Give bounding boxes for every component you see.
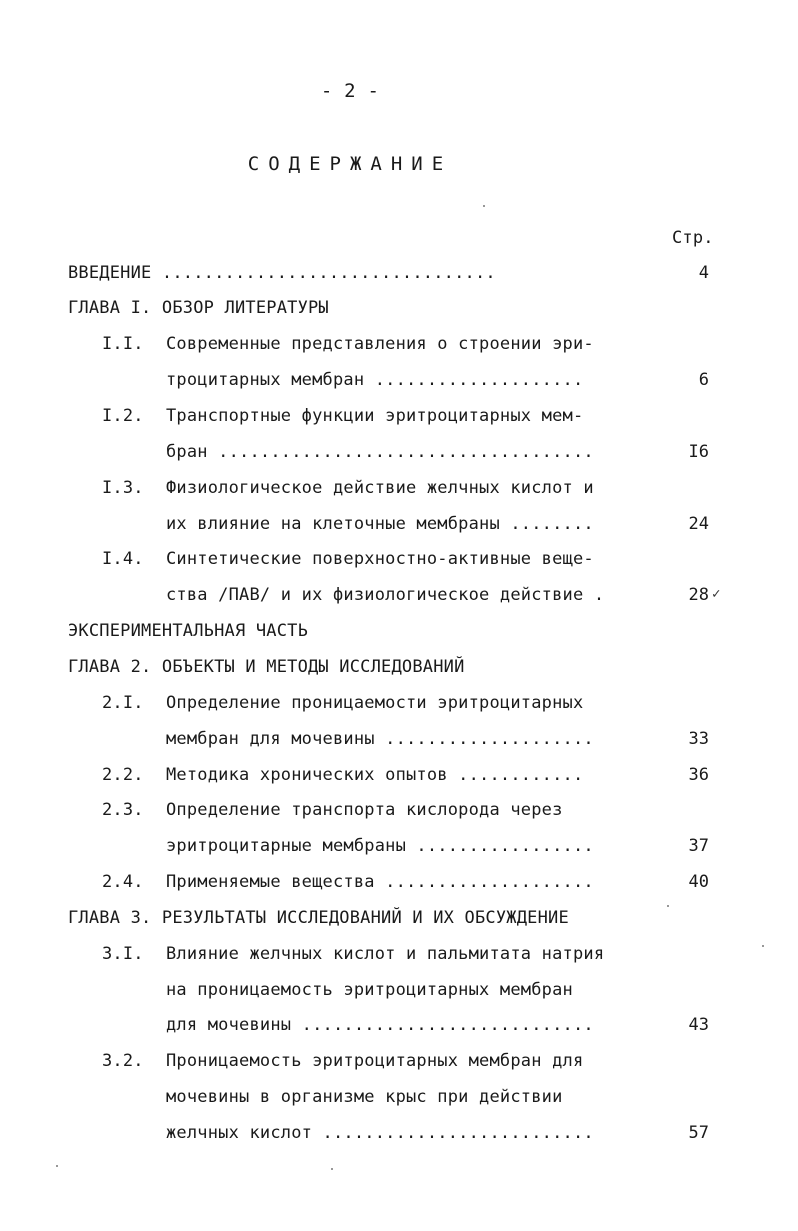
handwritten-check-mark: ✓ bbox=[712, 586, 721, 602]
toc-entry-page: 33 bbox=[688, 729, 709, 749]
toc-section-number: I.I. bbox=[102, 334, 144, 354]
toc-entry-page: 43 bbox=[688, 1015, 709, 1035]
toc-entry-text: Методика хронических опытов ............ bbox=[166, 765, 584, 785]
toc-section-number: I.3. bbox=[102, 478, 144, 498]
scan-speck bbox=[56, 1165, 58, 1167]
scan-speck bbox=[483, 205, 485, 207]
toc-entry-text: Современные представления о строении эри- bbox=[166, 334, 594, 354]
toc-entry-text: троцитарных мембран .................... bbox=[166, 370, 584, 390]
scan-speck bbox=[667, 905, 669, 907]
toc-section-number: 2.3. bbox=[102, 800, 144, 820]
toc-section-number: 2.4. bbox=[102, 872, 144, 892]
toc-entry-page: 36 bbox=[688, 765, 709, 785]
toc-entry-text: Транспортные функции эритроцитарных мем- bbox=[166, 406, 584, 426]
toc-chapter-heading: ГЛАВА I. ОБЗОР ЛИТЕРАТУРЫ bbox=[68, 298, 329, 318]
toc-entry-text: ВВЕДЕНИЕ ................................ bbox=[68, 263, 496, 283]
toc-section-number: 3.I. bbox=[102, 944, 144, 964]
toc-entry-text: Определение транспорта кислорода через bbox=[166, 800, 563, 820]
toc-entry-text: мембран для мочевины .................... bbox=[166, 729, 594, 749]
page-column-header: Стр. bbox=[672, 228, 714, 248]
toc-section-number: 3.2. bbox=[102, 1051, 144, 1071]
toc-entry-text: Физиологическое действие желчных кислот и bbox=[166, 478, 594, 498]
toc-chapter-heading: ГЛАВА 3. РЕЗУЛЬТАТЫ ИССЛЕДОВАНИЙ И ИХ ОБСУЖДЕНИЕ bbox=[68, 908, 569, 928]
toc-entry-text: Влияние желчных кислот и пальмитата натрия bbox=[166, 944, 605, 964]
scan-speck bbox=[331, 1168, 333, 1170]
toc-entry-text: желчных кислот .......................... bbox=[166, 1123, 594, 1143]
toc-entry-text: Применяемые вещества .................... bbox=[166, 872, 594, 892]
toc-entry-text: их влияние на клеточные мембраны ........ bbox=[166, 514, 594, 534]
toc-entry-page: 37 bbox=[688, 836, 709, 856]
toc-section-number: I.2. bbox=[102, 406, 144, 426]
scan-speck bbox=[762, 945, 764, 947]
toc-entry-page: 28 bbox=[688, 585, 709, 605]
toc-section-number: I.4. bbox=[102, 549, 144, 569]
toc-entry-text: мочевины в организме крыс при действии bbox=[166, 1087, 563, 1107]
toc-entry-text: Проницаемость эритроцитарных мембран для bbox=[166, 1051, 584, 1071]
toc-entry-text: бран .................................... bbox=[166, 442, 594, 462]
toc-title: СОДЕРЖАНИЕ bbox=[247, 153, 453, 175]
toc-entry-text: Синтетические поверхностно-активные веще- bbox=[166, 549, 594, 569]
toc-entry-page: 4 bbox=[698, 263, 709, 283]
toc-section-number: 2.2. bbox=[102, 765, 144, 785]
toc-entry-text: Определение проницаемости эритроцитарных bbox=[166, 693, 584, 713]
toc-chapter-heading: ГЛАВА 2. ОБЪЕКТЫ И МЕТОДЫ ИССЛЕДОВАНИЙ bbox=[68, 657, 465, 677]
toc-section-number: 2.I. bbox=[102, 693, 144, 713]
page-number: - 2 - bbox=[320, 80, 380, 102]
toc-entry-text: ства /ПАВ/ и их физиологическое действие . bbox=[166, 585, 605, 605]
toc-entry-page: 6 bbox=[698, 370, 709, 390]
toc-entry-page: 40 bbox=[688, 872, 709, 892]
toc-entry-text: для мочевины ............................ bbox=[166, 1015, 594, 1035]
toc-entry-text: эритроцитарные мембраны ................. bbox=[166, 836, 594, 856]
toc-entry-page: 57 bbox=[688, 1123, 709, 1143]
toc-entry-page: I6 bbox=[688, 442, 709, 462]
toc-entry-page: 24 bbox=[688, 514, 709, 534]
toc-entry-text: на проницаемость эритроцитарных мембран bbox=[166, 980, 573, 1000]
toc-part-heading: ЭКСПЕРИМЕНТАЛЬНАЯ ЧАСТЬ bbox=[68, 621, 309, 641]
